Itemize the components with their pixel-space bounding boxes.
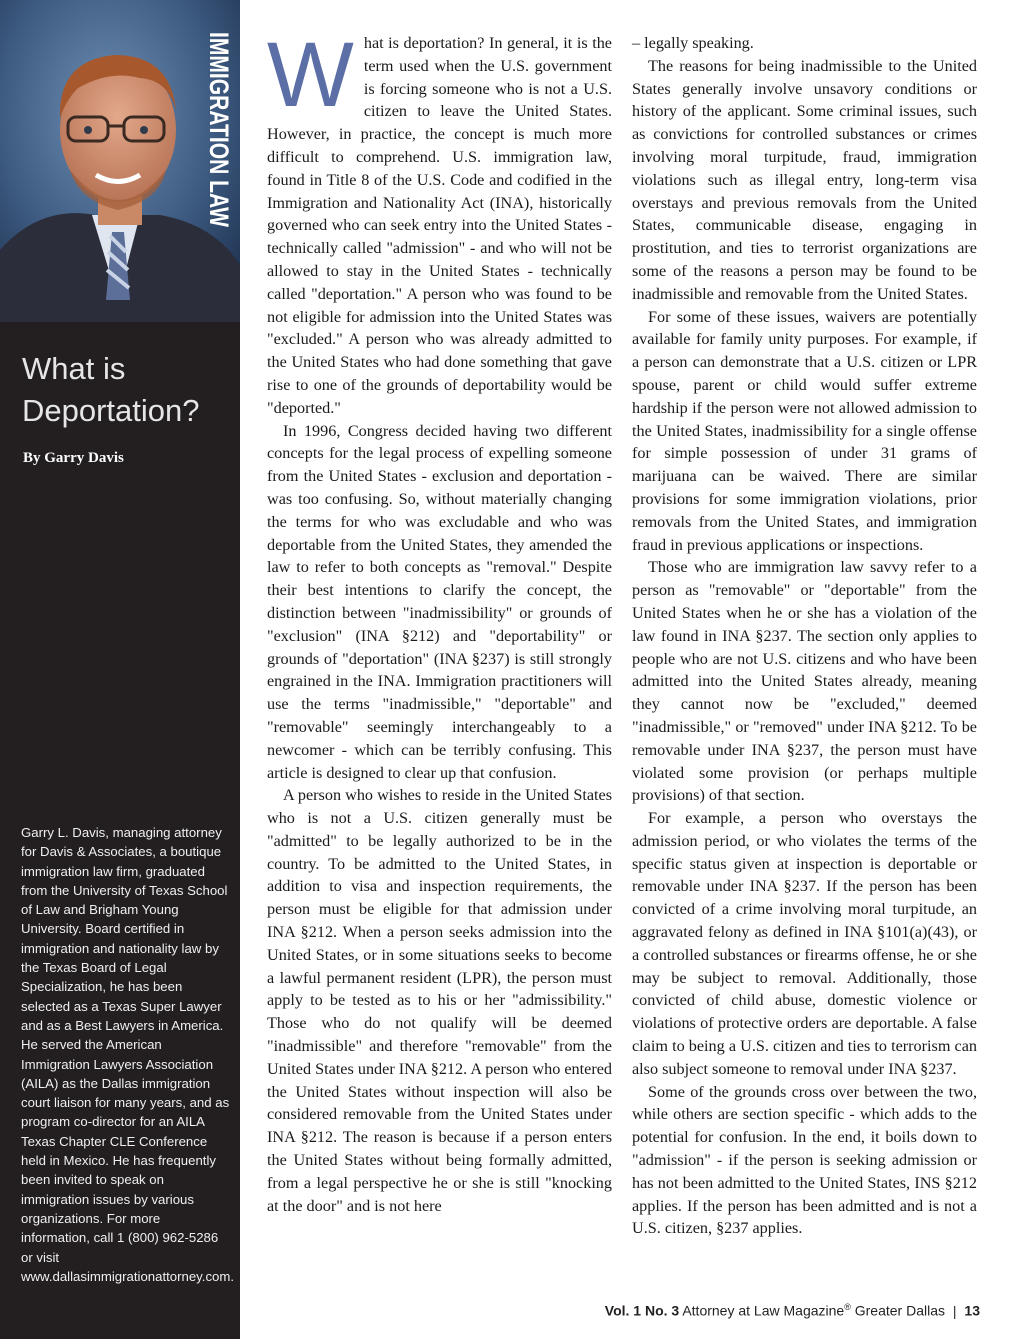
article-paragraph: The reasons for being inadmissible to the United States generally involve unsavory conditions or history of the applicant. Some criminal issues, such as convictions for controlled substances or crimes involving moral turpitude, fraud, immigration violations such as illegal entry, long-term visa overstays and previous removals from the United States, communicable disease, engaging in prostitution, and ties to terrorist organizations are some of the reasons a person may be found to be inadmissible and removable from the United States. [632, 56, 977, 303]
article-column-1 [267, 24, 612, 1217]
article-paragraph: For example, a person who overstays the admission period, or who violates the terms of the specific status given at inspection is deportable or removable under INA §237. If the person has been convicted of a crime involving moral turpitude, an aggravated felony as defined in INA §101(a)(43), or a controlled substances or firearms offense, he or she may be subject to removal. Additionally, those convicted of child abuse, domestic violence or violations of protective orders are deportable. A false claim to being a U.S. citizen and ties to terrorism can also subject someone to removal under INA §237. [632, 809, 977, 1078]
article-paragraph: Those who are immigration law savvy refer to a person as "removable" or "deportable" from the United States when he or she has a violation of the law found in INA §237. The section only applies to people who are not U.S. citizens and who have been admitted into the United States already, meaning they cannot now be "excluded," deemed "inadmissible," or "removed" under INA §212. To be removable under INA §237, the person must have violated some provision (or perhaps multiple provisions) of that section. [632, 558, 977, 805]
edition-name: Greater Dallas [854, 1302, 945, 1319]
issue-number: Vol. 1 No. 3 [604, 1302, 680, 1319]
page-footer [605, 1302, 980, 1319]
article-paragraph: – legally speaking. [632, 34, 754, 52]
article-paragraph: A person who wishes to reside in the United States who is not a U.S. citizen generally must be "admitted" to be legally authorized to be in the country. To be admitted to the United States, in addition to visa and inspection requirements, the person must be eligible for that admission under INA §212. When a person seeks admission into the United States, or in some situations seeks to become a lawful permanent resident (LPR), the person must apply to be tested as to his or her "admissibility." Those who do not qualify will be deemed "inadmissible" and therefore "removable" from the United States under INA §212. A person who entered the United States without inspection will also be considered removable from the United States under INA §212. The reason is because if a person enters the United States without being formally admitted, from a legal perspective he or she is still "knocking at the door" and is not here [267, 786, 612, 1215]
registered-mark: ® [844, 1302, 851, 1312]
article-title: What is Deportation? [22, 351, 200, 428]
drop-cap: W [267, 24, 354, 126]
sidebar [0, 0, 240, 1339]
article-paragraph: Some of the grounds cross over between the two, while others are section specific - which adds to the potential for confusion. In the end, it boils down to "admission" - if the person is seeking admission or has not been admitted to the United States, INS §212 applies. If the person has been admitted and is not a U.S. citizen, §237 applies. [632, 1082, 977, 1238]
magazine-name: Attorney at Law Magazine [682, 1302, 845, 1319]
article-paragraph: In 1996, Congress decided having two different concepts for the legal process of expelling someone from the United States - exclusion and deportation - was too confusing. So, without materially changing the terms for who was excludable and who was deportable from the United States, they amended the law to refer to both concepts as "removal." Despite their best intentions to clarify the concept, the distinction between "inadmissibility" or grounds of "exclusion" (INA §212) and "deportability" or grounds of "deportation" (INA §237) is still strongly engrained in the INA. Immigration practitioners will use the terms "inadmissible," "deportable" and "removable" seemingly interchangeably to a newcomer - which can be terribly confusing. This article is designed to clear up that confusion. [267, 421, 612, 782]
section-label-text: IMMIGRATION LAW [204, 32, 234, 227]
author-bio: Garry L. Davis, managing attorney for Davis & Associates, a boutique immigration law firm, graduated from the University of Texas School of Law and Brigham Young University. Board certified in immigration and nationality law by the Texas Board of Legal Specialization, he has been selected as a Texas Super Lawyer and as a Best Lawyers in America. He served the American Immigration Lawyers Association (AILA) as the Dallas immigration court liaison for many years, and as program co-director for an AILA Texas Chapter CLE Conference held in Mexico. He has frequently been invited to speak on immigration issues by various organizations. For more information, call 1 (800) 962-5286 or visit www.dallasimmigrationattorney.com. [21, 825, 235, 1284]
footer-separator: | [952, 1302, 957, 1319]
section-label [196, 32, 240, 282]
article-paragraph [267, 24, 612, 420]
paragraph-text: hat is deportation? In general, it is the term used when the U.S. government is forcing someone who is not a U.S. citizen to leave the United States. However, in practice, the concept is much more difficult to comprehend. U.S. immigration law, found in Title 8 of the U.S. Code and codified in the Immigration and Nationality Act (INA), historically governed who can seek entry into the United States - technically called "admission" - and who will not be allowed to stay in the United States - technically called "deportation." A person who was found to be not eligible for admission into the United States was "excluded." A person who was already admitted to the United States who had done something that gave rise to one of the grounds of deportability would be "deported." [267, 34, 612, 417]
byline: By Garry Davis [23, 450, 124, 466]
article-paragraph: For some of these issues, waivers are potentially available for family unity purposes. For example, if a person can demonstrate that a U.S. citizen or LPR spouse, parent or child would suffer extreme hardship if the person were not allowed admission to the United States, inadmissibility for a single offense for simple possession of under 31 grams of marijuana can be waived. There are similar provisions for some immigration violations, prior removals from the United States, and immigration fraud in previous applications or inspections. [632, 307, 977, 554]
article-column-2 [632, 32, 977, 1240]
page-number: 13 [964, 1302, 980, 1319]
